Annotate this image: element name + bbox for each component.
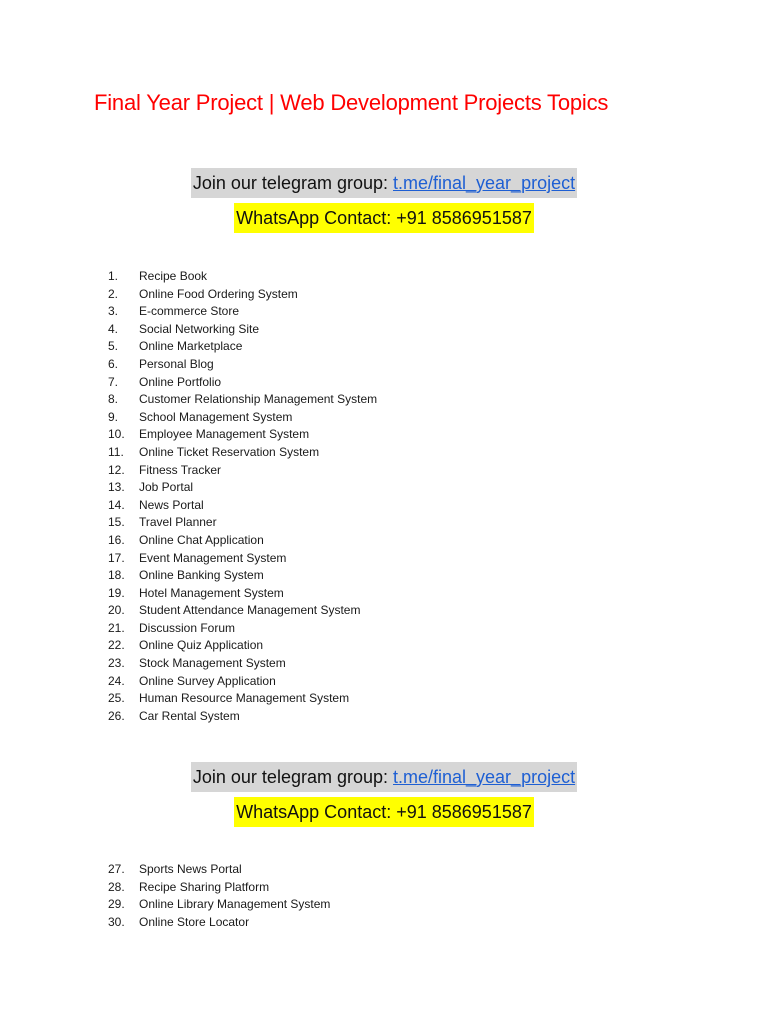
list-item (108, 914, 330, 932)
list-item-number: 11. (108, 444, 124, 459)
list-item (108, 585, 377, 603)
list-item-number: 6. (108, 356, 119, 371)
list-item (108, 444, 377, 462)
telegram-link[interactable]: t.me/final_year_project (393, 767, 576, 787)
list-item (108, 391, 377, 409)
list-item-text: Discussion Forum (139, 620, 236, 635)
whatsapp-contact: WhatsApp Contact: +91 8586951587 (234, 203, 534, 233)
list-item (108, 374, 377, 392)
topic-list-part1 (108, 268, 377, 725)
list-item-number: 26. (108, 708, 125, 723)
list-item-text: E-commerce Store (139, 304, 240, 319)
list-item (108, 620, 377, 638)
list-item-number: 18. (108, 568, 125, 583)
list-item-number: 30. (108, 914, 125, 929)
list-item-text: Hotel Management System (139, 585, 284, 600)
telegram-label: Join our telegram group: (192, 173, 393, 193)
list-item (108, 268, 377, 286)
list-item (108, 673, 377, 691)
list-item-number: 24. (108, 673, 125, 688)
list-item (108, 896, 330, 914)
list-item-text: Personal Blog (139, 356, 214, 371)
list-item-number: 16. (108, 532, 125, 547)
list-item-number: 21. (108, 620, 125, 635)
list-item-text: Fitness Tracker (139, 462, 222, 477)
list-item-number: 22. (108, 638, 125, 653)
list-item-text: Human Resource Management System (139, 691, 350, 706)
list-item-text: Online Portfolio (139, 374, 222, 389)
list-item-text: Social Networking Site (139, 321, 260, 336)
telegram-link[interactable]: t.me/final_year_project (393, 173, 576, 193)
list-item-number: 23. (108, 656, 125, 671)
list-item-number: 10. (108, 427, 125, 442)
list-item-number: 27. (108, 862, 125, 876)
telegram-banner (191, 762, 577, 792)
list-item-text: Online Banking System (139, 568, 264, 583)
list-item (108, 514, 377, 532)
list-item (108, 690, 377, 708)
list-item-text: Travel Planner (139, 515, 217, 530)
list-item-text: School Management System (139, 409, 293, 424)
list-item-number: 9. (108, 409, 119, 424)
list-item (108, 303, 377, 321)
list-item-number: 12. (108, 462, 125, 477)
list-item-number: 20. (108, 603, 125, 618)
list-item-text: Online Chat Application (139, 532, 264, 547)
list-item-text: Car Rental System (139, 708, 240, 723)
telegram-label: Join our telegram group: (192, 767, 393, 787)
list-item (108, 462, 377, 480)
list-item-number: 13. (108, 480, 125, 495)
list-item-number: 3. (108, 304, 119, 319)
telegram-banner (191, 168, 577, 198)
whatsapp-contact: WhatsApp Contact: +91 8586951587 (234, 797, 534, 827)
list-item (108, 655, 377, 673)
list-item (108, 286, 377, 304)
list-item-number: 2. (108, 286, 119, 301)
list-item-text: Online Quiz Application (139, 638, 264, 653)
list-item-text: Online Marketplace (139, 339, 243, 354)
list-item-number: 1. (108, 269, 119, 283)
list-item (108, 550, 377, 568)
list-item (108, 861, 330, 879)
list-item (108, 479, 377, 497)
list-item-number: 19. (108, 585, 125, 600)
list-item-text: News Portal (139, 497, 204, 512)
list-item-number: 25. (108, 691, 125, 706)
topic-list-part2 (108, 861, 330, 931)
list-item-text: Online Ticket Reservation System (139, 444, 320, 459)
list-item-text: Recipe Sharing Platform (139, 879, 270, 894)
list-item-text: Sports News Portal (139, 862, 242, 876)
list-item (108, 637, 377, 655)
list-item (108, 497, 377, 515)
list-item (108, 567, 377, 585)
list-item-number: 14. (108, 497, 125, 512)
list-item-number: 28. (108, 879, 125, 894)
list-item (108, 879, 330, 897)
contact-block-top (0, 168, 768, 233)
list-item (108, 338, 377, 356)
list-item-text: Recipe Book (139, 269, 208, 283)
list-item-text: Stock Management System (139, 656, 286, 671)
list-item-text: Online Survey Application (139, 673, 276, 688)
list-item-number: 15. (108, 515, 125, 530)
list-item (108, 708, 377, 726)
list-item-number: 7. (108, 374, 119, 389)
list-item (108, 409, 377, 427)
list-item (108, 602, 377, 620)
list-item (108, 532, 377, 550)
list-item-number: 8. (108, 392, 119, 407)
list-item-text: Student Attendance Management System (139, 603, 361, 618)
list-item-text: Job Portal (139, 480, 194, 495)
list-item-text: Online Library Management System (139, 897, 331, 912)
list-item (108, 356, 377, 374)
list-item (108, 426, 377, 444)
list-item-text: Online Store Locator (139, 914, 250, 929)
list-item-number: 5. (108, 339, 119, 354)
page-title: Final Year Project | Web Development Projects Topics (94, 90, 609, 115)
list-item-text: Online Food Ordering System (139, 286, 298, 301)
list-item-text: Customer Relationship Management System (139, 392, 378, 407)
list-item-text: Event Management System (139, 550, 287, 565)
list-item-number: 4. (108, 321, 119, 336)
list-item (108, 321, 377, 339)
list-item-text: Employee Management System (139, 427, 310, 442)
list-item-number: 17. (108, 550, 125, 565)
list-item-number: 29. (108, 897, 125, 912)
contact-block-bottom (0, 762, 768, 827)
